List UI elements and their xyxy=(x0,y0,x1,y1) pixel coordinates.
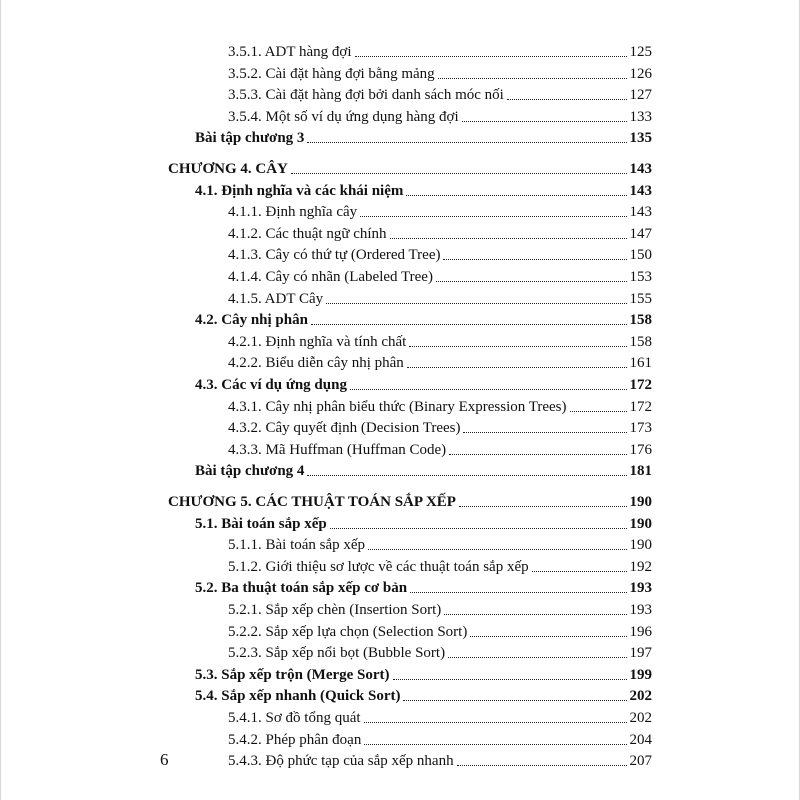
toc-entry-label: 5.2.3. Sắp xếp nổi bọt (Bubble Sort) xyxy=(228,645,446,662)
toc-entry-page: 158 xyxy=(629,333,652,350)
dot-leader xyxy=(409,346,626,347)
toc-entry-label: 5.4.1. Sơ đồ tổng quát xyxy=(228,710,361,726)
toc-entry-page: 173 xyxy=(629,420,652,437)
toc-entry xyxy=(228,329,652,351)
toc-entry-page: 196 xyxy=(629,623,652,640)
toc-entry-page: 207 xyxy=(629,753,652,770)
toc-entry-page: 193 xyxy=(629,602,652,618)
toc-entry-page: 176 xyxy=(629,441,652,458)
dot-leader xyxy=(410,592,626,593)
dot-leader xyxy=(449,454,626,455)
toc-entry-page: 204 xyxy=(629,731,652,748)
toc-entry-page: 190 xyxy=(629,515,652,532)
dot-leader xyxy=(438,78,627,79)
toc-entry-page: 202 xyxy=(629,688,652,705)
dot-leader xyxy=(390,238,627,239)
toc-entry xyxy=(195,125,652,147)
toc-entry xyxy=(228,415,652,437)
dot-leader xyxy=(326,303,626,304)
toc-entry-label: CHƯƠNG 4. CÂY xyxy=(168,161,288,177)
toc-entry-page: 193 xyxy=(629,580,652,597)
toc-entry-label: 5.4. Sắp xếp nhanh (Quick Sort) xyxy=(195,688,401,705)
toc-entry-label: 4.2. Cây nhị phân xyxy=(195,312,308,329)
dot-leader xyxy=(403,700,626,701)
toc-entry xyxy=(228,286,652,308)
toc-entry xyxy=(168,156,652,178)
toc-entry xyxy=(228,640,652,662)
dot-leader xyxy=(459,506,627,507)
toc-entry-label: 4.3.3. Mã Huffman (Huffman Code) xyxy=(228,441,447,458)
toc-entry xyxy=(168,489,652,511)
toc-entry-label: 4.1.4. Cây có nhãn (Labeled Tree) xyxy=(228,269,433,285)
toc-entry-label: 5.2.2. Sắp xếp lựa chọn (Selection Sort) xyxy=(228,623,468,640)
dot-leader xyxy=(360,216,626,217)
toc-entry-page: 197 xyxy=(629,645,652,662)
toc-entry xyxy=(195,662,652,684)
toc-entry xyxy=(228,221,652,243)
toc-entry xyxy=(195,575,652,597)
toc-entry-label: CHƯƠNG 5. CÁC THUẬT TOÁN SẮP XẾP xyxy=(168,494,456,510)
dot-leader xyxy=(532,571,627,572)
toc-entry-label: 5.1.1. Bài toán sắp xếp xyxy=(228,537,366,554)
dot-leader xyxy=(444,614,626,615)
dot-leader xyxy=(406,195,626,196)
toc-entry-label: 5.1.2. Giới thiệu sơ lược về các thuật toán sắp xếp xyxy=(228,558,529,575)
toc-entry-label: 4.2.1. Định nghĩa và tính chất xyxy=(228,333,407,350)
toc-entry-page: 190 xyxy=(629,494,652,510)
toc-entry xyxy=(195,178,652,200)
dot-leader xyxy=(330,528,627,529)
toc-entry-page: 192 xyxy=(629,558,652,575)
dot-leader xyxy=(311,324,627,325)
toc-entry-page: 161 xyxy=(629,355,652,372)
dot-leader xyxy=(307,475,626,476)
toc-entry-label: 3.5.2. Cài đặt hàng đợi bằng mảng xyxy=(228,65,435,82)
toc-entry-page: 199 xyxy=(629,666,652,683)
dot-leader xyxy=(393,679,627,680)
toc-entry xyxy=(228,264,652,286)
toc-entry-label: 4.3.2. Cây quyết định (Decision Trees) xyxy=(228,420,461,437)
toc-entry-label: 3.5.4. Một số ví dụ ứng dụng hàng đợi xyxy=(228,108,459,125)
dot-leader xyxy=(307,142,626,143)
toc-entry xyxy=(228,532,652,554)
toc-entry xyxy=(195,307,652,329)
toc-entry xyxy=(195,511,652,533)
dot-leader xyxy=(291,173,627,174)
toc-entry xyxy=(228,554,652,576)
toc-entry-label: 3.5.1. ADT hàng đợi xyxy=(228,44,352,60)
toc-entry-page: 147 xyxy=(629,225,652,242)
toc-entry xyxy=(228,104,652,126)
toc-entry-label: 4.3. Các ví dụ ứng dụng xyxy=(195,377,347,393)
toc-entry xyxy=(228,242,652,264)
toc-entry xyxy=(195,683,652,705)
toc-entry-page: 133 xyxy=(629,108,652,125)
toc-entry xyxy=(228,350,652,372)
toc-entry-label: 5.4.2. Phép phân đoạn xyxy=(228,731,362,748)
toc-entry-label: 5.1. Bài toán sắp xếp xyxy=(195,515,327,532)
dot-leader xyxy=(462,121,627,122)
toc-entry-label: 4.1.5. ADT Cây xyxy=(228,290,324,307)
toc-entry-page: 172 xyxy=(629,377,652,393)
toc-entry-page: 143 xyxy=(629,182,652,199)
dot-leader xyxy=(507,99,627,100)
toc-entry-label: 5.2.1. Sắp xếp chèn (Insertion Sort) xyxy=(228,602,442,618)
dot-leader xyxy=(407,367,627,368)
toc-entry-page: 202 xyxy=(629,710,652,726)
toc-entry-page: 135 xyxy=(629,130,652,147)
toc-entry-label: 4.1.1. Định nghĩa cây xyxy=(228,204,358,221)
toc-entry-page: 155 xyxy=(629,290,652,307)
toc-entry xyxy=(228,394,652,416)
toc-entry xyxy=(228,619,652,641)
toc-entry xyxy=(228,748,652,770)
toc-entry xyxy=(228,199,652,221)
toc-entry-page: 143 xyxy=(629,204,652,221)
dot-leader xyxy=(436,281,627,282)
toc-entry xyxy=(228,727,652,749)
page-number: 6 xyxy=(160,750,169,769)
toc-entry-label: 5.4.3. Độ phức tạp của sắp xếp nhanh xyxy=(228,753,454,770)
toc-entry-label: 5.3. Sắp xếp trộn (Merge Sort) xyxy=(195,666,390,683)
toc-entry-label: 5.2. Ba thuật toán sắp xếp cơ bản xyxy=(195,580,408,597)
toc-entry-label: Bài tập chương 3 xyxy=(195,130,305,147)
toc-entry xyxy=(228,82,652,104)
toc-entry xyxy=(228,597,652,619)
toc-entry-page: 150 xyxy=(629,247,652,264)
dot-leader xyxy=(470,636,626,637)
toc-entry-page: 125 xyxy=(629,44,652,60)
toc-entry-page: 127 xyxy=(629,87,652,104)
toc-entry xyxy=(228,39,652,61)
dot-leader xyxy=(448,657,626,658)
toc-entry-page: 126 xyxy=(629,65,652,82)
toc-entry-page: 153 xyxy=(629,269,652,285)
toc-entry-page: 172 xyxy=(629,398,652,415)
toc-entry-label: 4.2.2. Biểu diễn cây nhị phân xyxy=(228,355,404,372)
dot-leader xyxy=(364,722,627,723)
dot-leader xyxy=(457,765,627,766)
dot-leader xyxy=(463,432,626,433)
toc-entry-label: Bài tập chương 4 xyxy=(195,463,305,480)
toc-entry-page: 158 xyxy=(629,312,652,329)
toc-entry-page: 181 xyxy=(629,463,652,480)
dot-leader xyxy=(355,56,627,57)
toc-entry-label: 4.1.3. Cây có thứ tự (Ordered Tree) xyxy=(228,247,441,264)
toc-entry xyxy=(195,458,652,480)
toc-entry-label: 4.3.1. Cây nhị phân biểu thức (Binary Expression Trees) xyxy=(228,398,567,415)
toc-entry-label: 4.1. Định nghĩa và các khái niệm xyxy=(195,182,404,199)
toc-entry-page: 190 xyxy=(629,537,652,554)
toc-entry-label: 3.5.3. Cài đặt hàng đợi bởi danh sách móc nối xyxy=(228,87,504,104)
toc-entry xyxy=(228,705,652,727)
dot-leader xyxy=(364,744,626,745)
toc-entry-page: 143 xyxy=(629,161,652,177)
toc-entry xyxy=(228,61,652,83)
dot-leader xyxy=(443,259,626,260)
toc-entry xyxy=(195,372,652,394)
dot-leader xyxy=(570,411,627,412)
toc-entry-label: 4.1.2. Các thuật ngữ chính xyxy=(228,225,387,242)
dot-leader xyxy=(368,549,626,550)
dot-leader xyxy=(350,389,627,390)
toc-entry xyxy=(228,437,652,459)
